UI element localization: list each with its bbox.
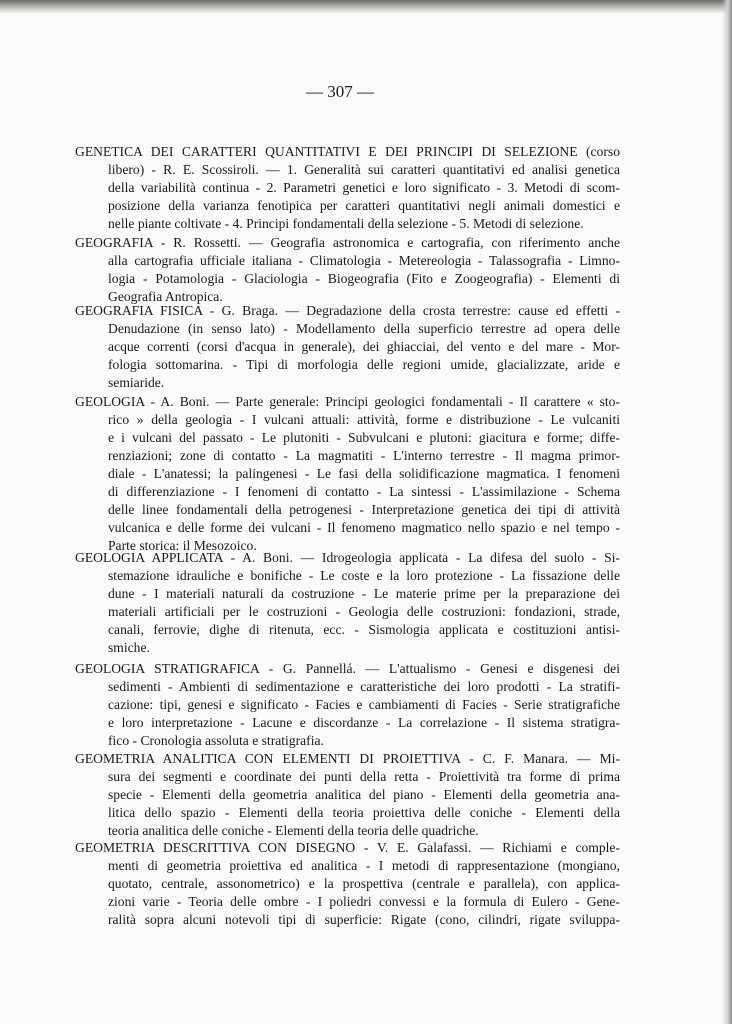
course-description-line: cazione: tipi, genesi e significato - Facies e cambiamenti di Facies - Serie stratigrafiche — [108, 697, 620, 712]
course-description-line: fologia sottomarina. - Tipi di morfologia delle regioni umide, glacializzate, aride e — [108, 357, 620, 372]
course-description-line: zioni varie - Teoria delle ombre - I poliedri convessi e la formula di Eulero - Gene- — [108, 894, 620, 909]
course-description-line: Parte storica: il Mesozoico. — [108, 538, 257, 553]
course-heading-line: GEOMETRIA DESCRITTIVA CON DISEGNO - V. E. Galafassi. — Richiami e comple- — [75, 840, 620, 855]
course-description-line: sedimenti - Ambienti di sedimentazione e caratteristiche dei loro prodotti - La stratifi- — [108, 679, 620, 694]
course-description-line: smiche. — [108, 640, 150, 655]
course-description-line: fico - Cronologia assoluta e stratigrafia. — [108, 733, 324, 748]
course-heading-line: GENETICA DEI CARATTERI QUANTITATIVI E DEI PRINCIPI DI SELEZIONE (corso — [75, 144, 620, 159]
course-entry — [75, 234, 620, 306]
course-description-line: libero) - R. E. Scossiroli. — 1. Generalità sui caratteri quantitativi ed analisi genetica — [108, 162, 620, 177]
course-heading-line: GEOGRAFIA FISICA - G. Braga. — Degradazione della crosta terrestre: cause ed effetti - — [75, 303, 620, 318]
course-description-line: e loro interpretazione - Lacune e discordanze - La correlazione - Il sistema stratigra- — [108, 715, 620, 730]
course-description-line: logia - Potamologia - Glaciologia - Biogeografia (Fito e Zoogeografia) - Elementi di — [108, 271, 620, 286]
course-description-line: menti di geometria proiettiva ed analitica - I metodi di rappresentazione (mongiano, — [108, 858, 620, 873]
course-description-line: materiali artificiali per le costruzioni - Geologia delle costruzioni: fondazioni, strade, — [108, 604, 620, 619]
course-heading-line: GEOLOGIA STRATIGRAFICA - G. Pannellá. — L'attualismo - Genesi e disgenesi dei — [75, 661, 620, 676]
course-heading-line: GEOLOGIA APPLICATA - A. Boni. — Idrogeologia applicata - La difesa del suolo - Si- — [75, 550, 620, 565]
page-number: — 307 — — [306, 82, 374, 101]
course-description-line: litica dello spazio - Elementi della teoria proiettiva delle coniche - Elementi della — [108, 805, 620, 820]
course-heading-line: GEOLOGIA - A. Boni. — Parte generale: Principi geologici fondamentali - Il carattere « sto- — [75, 394, 620, 409]
course-heading-line: GEOMETRIA ANALITICA CON ELEMENTI DI PROIETTIVA - C. F. Manara. — Mi- — [75, 751, 620, 766]
course-entry — [75, 750, 620, 840]
course-description-line: alla cartografia ufficiale italiana - Climatologia - Metereologia - Talassografia - Limno- — [108, 253, 620, 268]
course-description-line: nelle piante coltivate - 4. Principi fondamentali della selezione - 5. Metodi di selezione. — [108, 216, 584, 231]
course-description-line: vulcanica e delle forme dei vulcani - Il fenomeno magmatico nello spazio e nel tempo - — [108, 520, 620, 535]
course-entry — [75, 302, 620, 392]
scan-top-edge — [0, 0, 732, 14]
course-description-line: teoria analitica delle coniche - Elementi della teoria delle quadriche. — [108, 823, 479, 838]
course-entry — [75, 393, 620, 555]
course-description-line: semiaride. — [108, 375, 165, 390]
course-description-line: Geografia Antropica. — [108, 289, 223, 304]
course-description-line: canali, ferrovie, dighe di ritenuta, ecc. - Sismologia applicata e costituzioni antisi- — [108, 622, 620, 637]
course-description-line: sura dei segmenti e coordinate dei punti della retta - Proiettività tra forme di prima — [108, 769, 620, 784]
course-description-line: dune - I materiali naturali da costruzione - Le materie prime per la preparazione dei — [108, 586, 620, 601]
course-description-line: specie - Elementi della geometria analitica del piano - Elementi della geometria ana- — [108, 787, 620, 802]
course-entry — [75, 143, 620, 233]
course-entry — [75, 660, 620, 750]
course-entry — [75, 549, 620, 657]
course-description-line: di differenziazione - I fenomeni di contatto - La sintessi - L'assimilazione - Schema — [108, 484, 620, 499]
course-description-line: quotato, centrale, assonometrico) e la prospettiva (centrale e parallela), con applica- — [108, 876, 620, 891]
course-description-line: acque correnti (corsi d'acqua in generale), dei ghiacciai, del vento e del mare - Mor- — [108, 339, 620, 354]
course-description-line: stemazione idrauliche e bonifiche - Le coste e la loro protezione - La fissazione delle — [108, 568, 620, 583]
course-description-line: delle linee fondamentali della petrogenesi - Interpretazione genetica dei tipi di attività — [108, 502, 620, 517]
scan-right-edge — [722, 0, 732, 1024]
course-entry — [75, 839, 620, 929]
course-description-line: e i vulcani del passato - Le plutoniti - Subvulcani e plutoni: giacitura e forme; diffe- — [108, 430, 620, 445]
course-description-line: rico » della geologia - I vulcani attuali: attività, forme e distribuzione - Le vulcaniti — [108, 412, 620, 427]
course-description-line: diale - L'anatessi; la palingenesi - Le fasi della solidificazione magmatica. I fenomeni — [108, 466, 620, 481]
course-description-line: posizione della varianza fenotipica per caratteri quantitativi negli animali domestici e — [108, 198, 620, 213]
course-description-line: Denudazione (in senso lato) - Modellamento della superficio terrestre ad opera delle — [108, 321, 620, 336]
course-heading-line: GEOGRAFIA - R. Rossetti. — Geografia astronomica e cartografia, con riferimento anche — [75, 235, 620, 250]
course-description-line: della variabilità continua - 2. Parametri genetici e loro significato - 3. Metodi di scom- — [108, 180, 620, 195]
course-description-line: ralità sopra alcuni notevoli tipi di superficie: Rigate (cono, cilindri, rigate sviluppa- — [108, 912, 620, 927]
course-description-line: renziazioni; zone di contatto - La magmatiti - L'interno terrestre - Il magma primor- — [108, 448, 620, 463]
